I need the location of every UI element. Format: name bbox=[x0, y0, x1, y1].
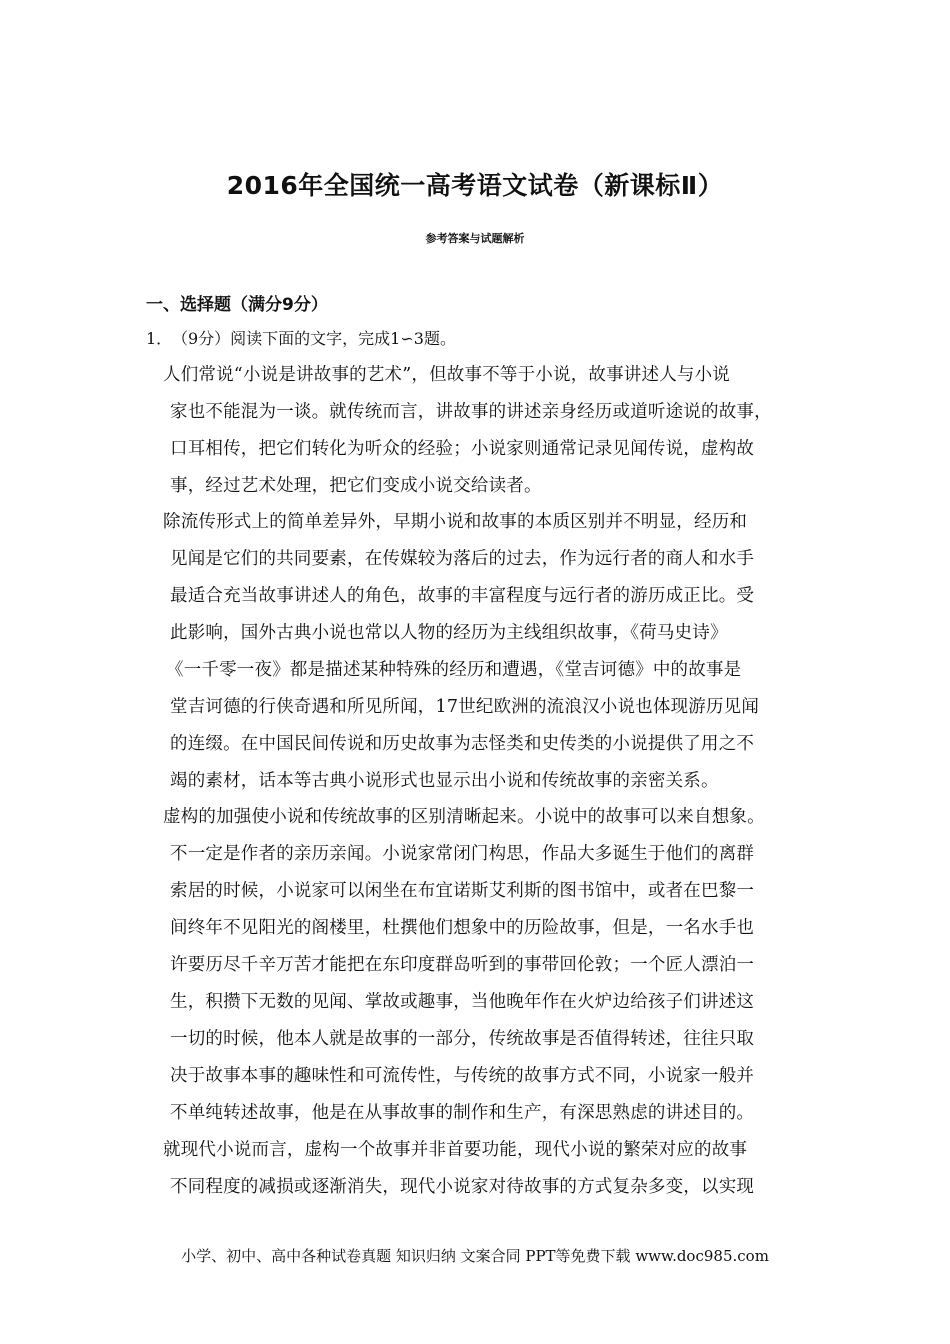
passage-line: 事，经过艺术处理，把它们变成小说交给读者。 bbox=[170, 476, 542, 496]
passage-line: 不一定是作者的亲历亲闻。小说家常闭门构思，作品大多诞生于他们的离群 bbox=[170, 844, 755, 864]
question-prompt: （9分）阅读下面的文字，完成1∽3题。 bbox=[172, 329, 456, 348]
page-footer: 小学、初中、高中各种试卷真题 知识归纳 文案合同 PPT等免费下载 www.doc985.com bbox=[181, 1247, 769, 1265]
passage-line: 《一千零一夜》都是描述某种特殊的经历和遭遇，《堂吉诃德》中的故事是 bbox=[166, 660, 742, 680]
page-title: 2016年全国统一高考语文试卷（新课标Ⅱ） bbox=[226, 171, 724, 200]
passage-line: 决于故事本事的趣味性和可流传性，与传统的故事方式不同，小说家一般并 bbox=[170, 1066, 755, 1086]
passage-line: 生，积攒下无数的见闻、掌故或趣事，当他晚年作在火炉边给孩子们讲述这 bbox=[170, 992, 755, 1012]
passage-line: 就现代小说而言，虚构一个故事并非首要功能，现代小说的繁荣对应的故事 bbox=[163, 1140, 748, 1160]
passage-line: 最适合充当故事讲述人的角色，故事的丰富程度与远行者的游历成正比。受 bbox=[170, 586, 755, 606]
page-subtitle: 参考答案与试题解析 bbox=[425, 232, 525, 245]
passage-line: 此影响，国外古典小说也常以人物的经历为主线组织故事，《荷马史诗》 bbox=[170, 623, 728, 643]
passage-line: 不同程度的减损或逐渐消失，现代小说家对待故事的方式复杂多变，以实现 bbox=[170, 1177, 755, 1197]
question-header bbox=[146, 326, 456, 349]
passage-line: 索居的时候，小说家可以闲坐在布宜诺斯艾利斯的图书馆中，或者在巴黎一 bbox=[170, 881, 755, 901]
passage-line: 家也不能混为一谈。就传统而言，讲故事的讲述亲身经历或道听途说的故事， bbox=[170, 402, 772, 422]
passage-line: 的连缀。在中国民间传说和历史故事为志怪类和史传类的小说提供了用之不 bbox=[170, 734, 755, 754]
passage-line: 堂吉诃德的行侠奇遇和所见所闻，17世纪欧洲的流浪汉小说也体现游历见闻 bbox=[170, 697, 760, 717]
passage-line: 人们常说“小说是讲故事的艺术”，但故事不等于小说，故事讲述人与小说 bbox=[163, 365, 730, 385]
passage-line: 间终年不见阳光的阁楼里，杜撰他们想象中的历险故事，但是，一名水手也 bbox=[170, 918, 755, 938]
passage-line: 见闻是它们的共同要素，在传媒较为落后的过去，作为远行者的商人和水手 bbox=[170, 549, 755, 569]
passage-line: 虚构的加强使小说和传统故事的区别清晰起来。小说中的故事可以来自想象。 bbox=[163, 807, 765, 827]
passage-line: 一切的时候，他本人就是故事的一部分，传统故事是否值得转述，往往只取 bbox=[170, 1029, 755, 1049]
question-number: 1． bbox=[146, 329, 173, 348]
passage-line: 竭的素材，话本等古典小说形式也显示出小说和传统故事的亲密关系。 bbox=[170, 771, 719, 791]
passage-line: 口耳相传，把它们转化为听众的经验；小说家则通常记录见闻传说，虚构故 bbox=[170, 439, 755, 459]
section-heading: 一、选择题（满分9分） bbox=[146, 295, 328, 315]
passage-line: 除流传形式上的简单差异外，早期小说和故事的本质区别并不明显，经历和 bbox=[163, 512, 748, 532]
passage-line: 不单纯转述故事，他是在从事故事的制作和生产，有深思熟虑的讲述目的。 bbox=[170, 1103, 755, 1123]
passage-line: 许要历尽千辛万苦才能把在东印度群岛听到的事带回伦敦；一个匠人漂泊一 bbox=[170, 955, 755, 975]
